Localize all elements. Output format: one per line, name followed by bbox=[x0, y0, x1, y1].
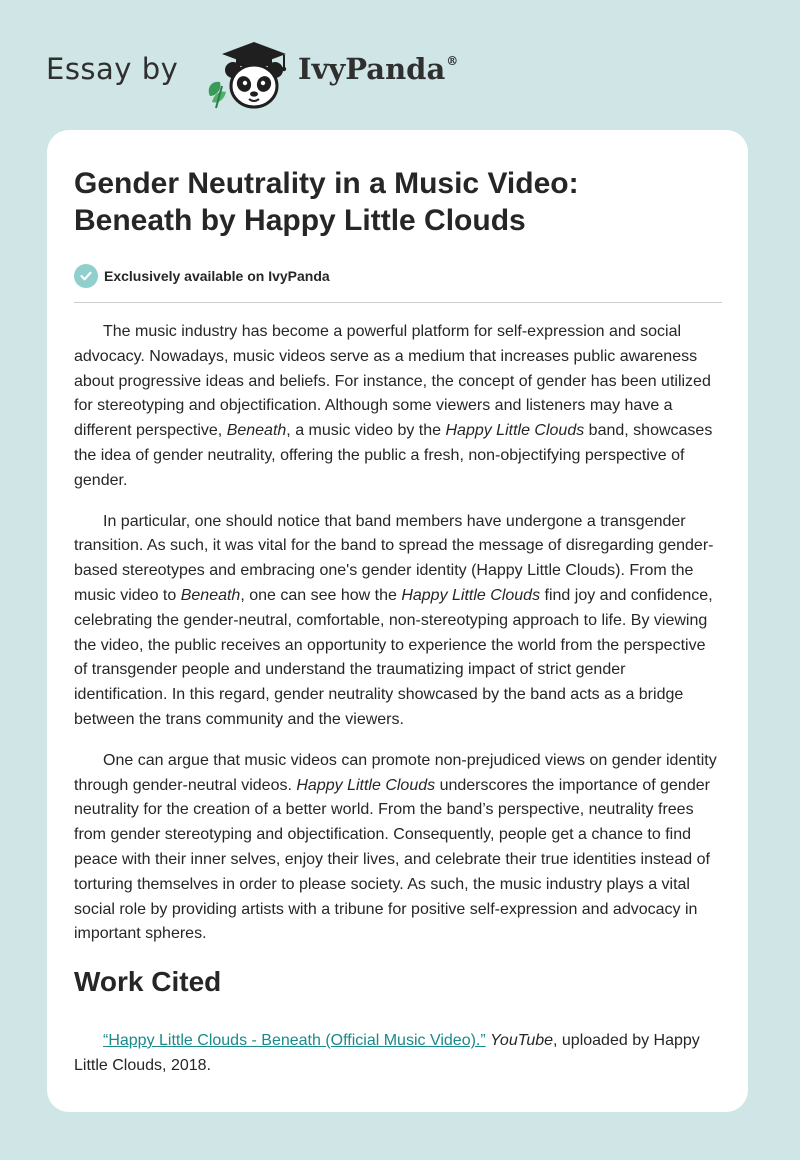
divider bbox=[74, 302, 722, 303]
citation-source: YouTube bbox=[490, 1032, 554, 1049]
paragraph-text: One can argue that music videos can promote non-prejudiced views on gender identity through gender-neutral videos. bbox=[74, 751, 717, 794]
paragraph-text: find joy and confidence, celebrating the gender-neutral, comfortable, non-stereotyping approach to life. By viewing the video, the public receives an opportunity to experience the world from the perspective of transgender people and understand the traumatizing impact of strict gender identification. In this regard, gender neutrality showcased by the band acts as a bridge between the trans community and the viewers. bbox=[74, 586, 713, 728]
check-circle-icon bbox=[74, 264, 98, 288]
citation-entry bbox=[74, 1029, 722, 1079]
paragraph-text: band, showcases the idea of gender neutrality, offering the public a fresh, non-objectifying perspective of gender. bbox=[74, 422, 713, 489]
italic-band-name: Happy Little Clouds bbox=[296, 776, 436, 794]
paragraph-text: The music industry has become a powerful platform for self-expression and social advocacy. Nowadays, music videos serve as a medium that increases public awareness about progressive ideas and beliefs. For instance, the concept of gender has been utilized for stereotyping and objectification. Although some viewers and listeners may have a different perspective, bbox=[74, 323, 711, 440]
italic-title: Beneath bbox=[226, 422, 287, 440]
paragraph-text: , one can see how the bbox=[240, 586, 402, 604]
exclusive-label: Exclusively available on IvyPanda bbox=[104, 268, 330, 284]
paragraph-text: , a music video by the bbox=[286, 422, 446, 440]
brand-name: IvyPanda bbox=[298, 52, 446, 86]
citation-rest: , uploaded by Happy Little Clouds, 2018. bbox=[74, 1032, 700, 1074]
essay-body bbox=[74, 320, 722, 963]
essay-by-label: Essay by bbox=[46, 52, 179, 86]
brand-logo-text[interactable] bbox=[298, 52, 458, 86]
essay-card bbox=[47, 130, 748, 1112]
citation-link[interactable]: “Happy Little Clouds - Beneath (Official Music Video).” bbox=[103, 1032, 486, 1049]
paragraph-1 bbox=[74, 320, 722, 494]
paragraph-3 bbox=[74, 749, 722, 947]
paragraph-2 bbox=[74, 510, 722, 733]
registered-mark: ® bbox=[446, 54, 459, 68]
paragraph-text: In particular, one should notice that band members have undergone a transgender transition. As such, it was vital for the band to spread the message of disregarding gender-based stereotypes and embracing one's gender identity (Happy Little Clouds). From the music video to bbox=[74, 512, 714, 604]
italic-band-name: Happy Little Clouds bbox=[445, 422, 585, 440]
title-line-1: Gender Neutrality in a Music Video: bbox=[74, 167, 579, 200]
italic-title: Beneath bbox=[180, 586, 241, 604]
title-line-2: Beneath by Happy Little Clouds bbox=[74, 204, 526, 237]
italic-band-name: Happy Little Clouds bbox=[401, 586, 541, 604]
site-header bbox=[46, 28, 546, 112]
page-title bbox=[74, 165, 724, 239]
panda-graduate-icon[interactable] bbox=[202, 38, 294, 112]
exclusive-badge bbox=[74, 264, 330, 288]
paragraph-text: underscores the importance of gender neutrality for the creation of a better world. From the band’s perspective, neutrality frees from gender stereotyping and objectification. Consequently, people get a chance to find peace with their inner selves, enjoy their lives, and celebrate their true identities instead of torturing themselves in order to please society. As such, the music industry plays a vital social role by providing artists with a tribune for positive self-expression and advocacy in important spheres. bbox=[74, 776, 710, 943]
works-cited-heading: Work Cited bbox=[74, 966, 222, 997]
